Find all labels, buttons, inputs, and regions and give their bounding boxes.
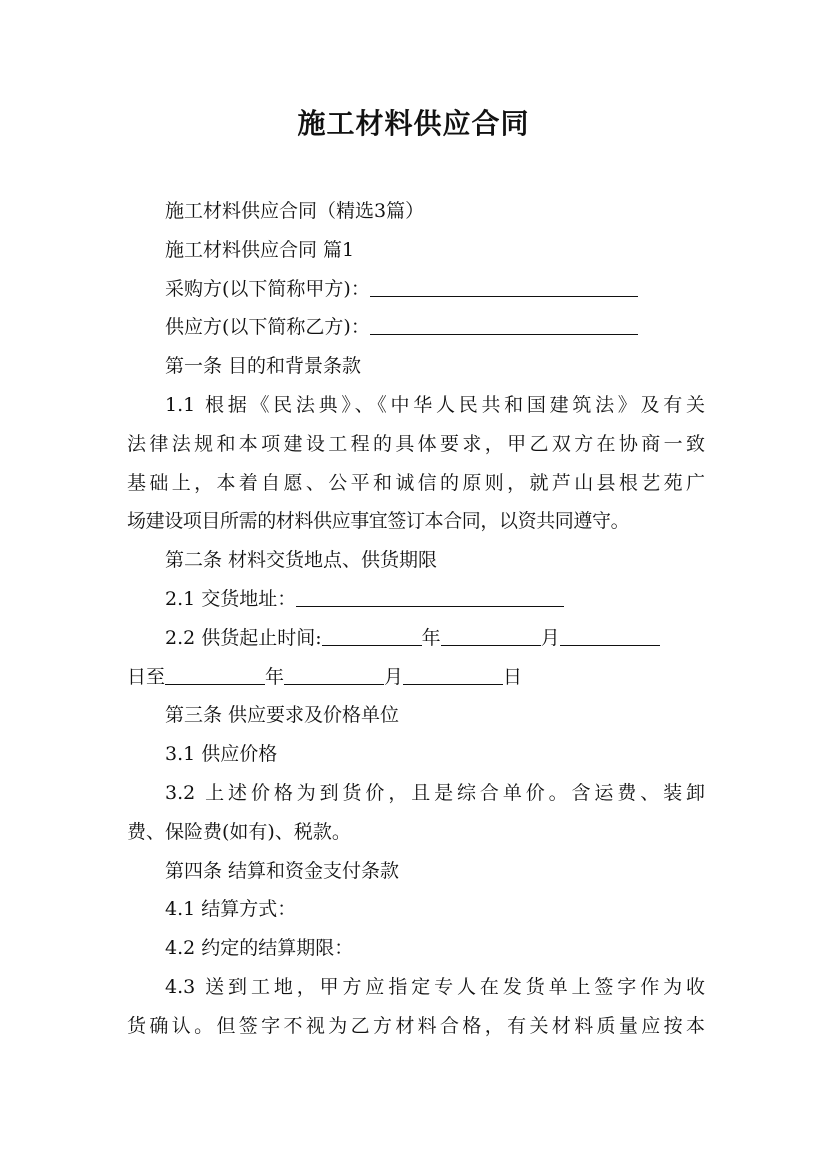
buyer-line [127,270,705,309]
start-year-blank [322,644,422,646]
supply-period-label: 2.2 供货起止时间: [165,626,322,649]
paragraph-line: 基础上，本着自愿、公平和诚信的原则，就芦山县根艺苑广 [127,471,705,494]
paragraph-line: 4.1 结算方式： [165,898,297,921]
paragraph-line: 费、保险费(如有)、税款。 [127,820,351,843]
start-day-blank [560,644,660,646]
document-title: 施工材料供应合同 [297,107,530,140]
paragraph-line: 3.1 供应价格 [165,743,278,766]
subtitle-line: 施工材料供应合同（精选3篇） [165,200,425,222]
paragraph-line: 法律法规和本项建设工程的具体要求，甲乙双方在协商一致 [127,432,705,455]
section-heading: 施工材料供应合同 篇1 [165,238,355,261]
buyer-blank [370,295,638,297]
end-year-blank [165,683,265,685]
delivery-address-label: 2.1 交货地址： [165,587,297,610]
delivery-address-line [127,580,705,619]
article-2-heading: 第二条 材料交货地点、供货期限 [165,549,438,572]
start-month-blank [441,644,541,646]
article-3-heading: 第三条 供应要求及价格单位 [165,704,400,727]
article-1-heading: 第一条 目的和背景条款 [165,355,362,378]
supply-period-line-2 [127,658,705,697]
paragraph-line: 4.3 送到工地，甲方应指定专人在发货单上签字作为收 [165,975,705,998]
month-label: 月 [384,665,404,688]
year-label: 年 [421,626,441,649]
year-label: 年 [265,665,285,688]
day-label: 日 [503,665,523,688]
to-label: 日至 [127,665,166,688]
end-month-blank [284,683,384,685]
paragraph-line: 4.2 约定的结算期限： [165,937,354,960]
paragraph-line: 3.2 上述价格为到货价，且是综合单价。含运费、装卸 [165,781,705,804]
supplier-blank [370,333,638,335]
buyer-label: 采购方(以下简称甲方)： [165,277,370,300]
paragraph-line: 场建设项目所需的材料供应事宜签订本合同，以资共同遵守。 [127,510,630,533]
supply-period-line [127,619,705,658]
supplier-line [127,308,705,347]
supplier-label: 供应方(以下简称乙方)： [165,316,370,339]
end-day-blank [403,683,503,685]
paragraph-line: 货确认。但签字不视为乙方材料合格，有关材料质量应按本 [127,1014,705,1037]
delivery-address-blank [296,605,564,607]
article-4-heading: 第四条 结算和资金支付条款 [165,859,400,882]
month-label: 月 [540,626,560,649]
document-body [127,192,705,1046]
paragraph-line: 1.1 根据《民法典》、《中华人民共和国建筑法》及有关 [165,393,705,416]
